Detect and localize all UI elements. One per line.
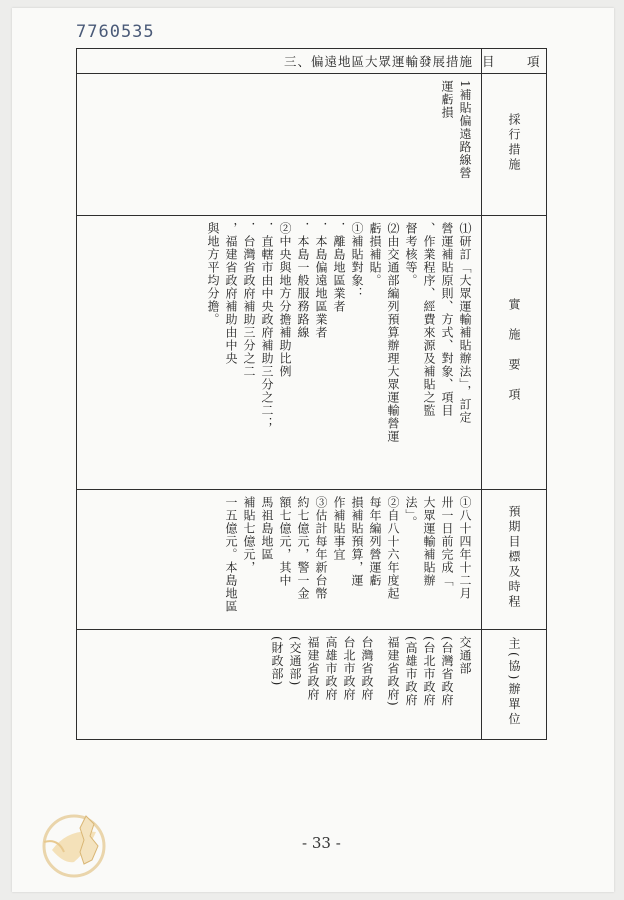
text-line: ．本島一般服務路線 — [296, 222, 310, 339]
text-line: 與地方平均分擔。 — [206, 222, 220, 326]
text-line: 虧損補貼。 — [368, 222, 382, 287]
text-line: (台灣省政府 — [440, 636, 454, 707]
table-title: 三、偏遠地區大眾運輸發展措施 — [77, 49, 482, 74]
text-line: 福建省政府 — [306, 636, 320, 701]
text-line: ．直轄市由中央政府補助三分之二； — [260, 222, 274, 430]
row-label-measure: 採行措施 — [482, 74, 547, 216]
text-line: 台北市政府 — [342, 636, 356, 701]
text-line: 營運補貼原則、方式、對象、項目 — [440, 222, 454, 417]
text-line: 交通部 — [458, 636, 472, 675]
implementation-content — [77, 216, 482, 490]
text-line: ．離島地區業者 — [332, 222, 346, 313]
text-line: ，福建省政府補助由中央 — [224, 222, 238, 365]
text-line: (財政部) — [270, 636, 284, 687]
text-line: 大眾運輸補貼辦 — [422, 496, 436, 587]
text-line: ①補貼對象： — [350, 222, 364, 300]
text-line: 、作業程序、經費來源及補貼之監 — [422, 222, 436, 417]
text-line: ③估計每年新台幣 — [314, 496, 328, 600]
text-line: (高雄市政府 — [404, 636, 418, 707]
row-label-implementation: 實 施 要 項 — [482, 216, 547, 490]
text-line: 台灣省政府 — [360, 636, 374, 701]
text-line: 運虧損 — [440, 80, 454, 119]
text-line: (交通部) — [288, 636, 302, 687]
text-line: 約七億元，警一金 — [296, 496, 310, 600]
row-label-target: 預期目標及時程 — [482, 490, 547, 630]
text-line: 高雄市政府 — [324, 636, 338, 701]
text-line: 1補貼偏遠路線營 — [458, 80, 472, 180]
archive-logo-icon — [34, 802, 126, 882]
text-line: ①八十四年十二月 — [458, 496, 472, 600]
row-label-agency: 主(協)辦單位 — [482, 630, 547, 740]
text-line: 一五億元。本島地區 — [224, 496, 238, 613]
page-number: - 33 - — [302, 834, 341, 852]
measures-table — [76, 48, 550, 740]
text-line: (台北市政府 — [422, 636, 436, 707]
text-line: 補貼七億元， — [242, 496, 256, 574]
column-header-item: 目 項 — [482, 49, 547, 74]
measure-content — [77, 74, 482, 216]
text-line: 每年編列營運虧 — [368, 496, 382, 587]
text-line: 馬祖島地區 — [260, 496, 274, 561]
text-line: 作補貼事宜 — [332, 496, 346, 561]
text-line: 福建省政府) — [386, 636, 400, 707]
text-line: 督考核等。 — [404, 222, 418, 287]
text-line: ．台灣省政府補助三分之二 — [242, 222, 256, 378]
text-line: ②中央與地方分擔補助比例 — [278, 222, 292, 378]
text-line: ②自八十六年度起 — [386, 496, 400, 600]
text-line: ．本島偏遠地區業者 — [314, 222, 328, 339]
text-line: 額七億元，其中 — [278, 496, 292, 587]
document-page — [12, 8, 614, 892]
text-line: 法」。 — [404, 496, 418, 529]
text-line: 卅一日前完成「 — [440, 496, 454, 587]
text-line: 損補貼預算，運 — [350, 496, 364, 587]
target-content — [77, 490, 482, 630]
text-line: ⑵由交通部編列預算辦理大眾運輸營運 — [386, 222, 400, 443]
agency-content — [77, 630, 482, 740]
document-id: 7760535 — [76, 22, 155, 42]
text-line: ⑴研訂「大眾運輸補貼辦法」，訂定 — [458, 222, 472, 424]
